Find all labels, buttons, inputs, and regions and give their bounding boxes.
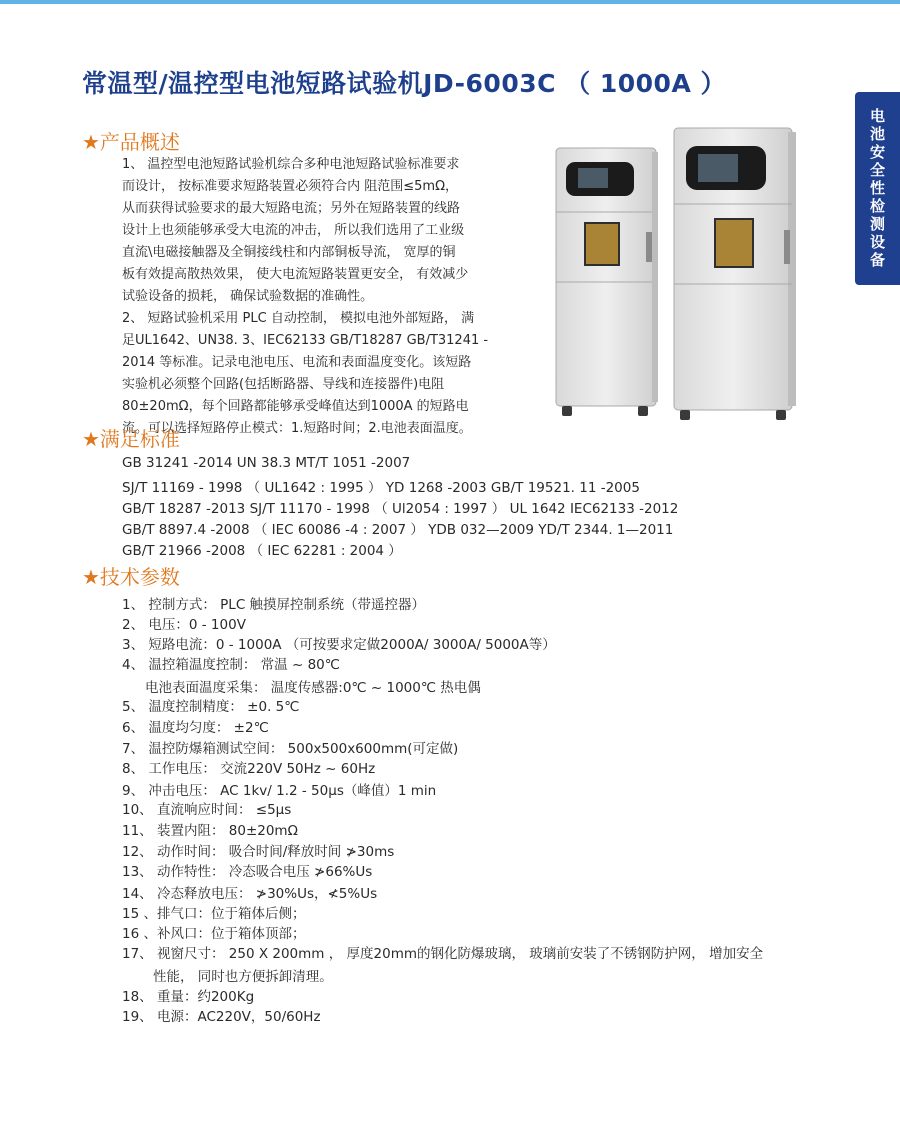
spec-line: 性能， 同时也方便拆卸清理。 [153,969,333,985]
page-title: 常温型/温控型电池短路试验机JD-6003C （ 1000A ） [82,69,726,98]
spec-line: 17、 视窗尺寸： 250 X 200mm ， 厚度20mm的钢化防爆玻璃， 玻璃前安装了不锈钢防护网， 增加安全 [122,946,764,962]
overview-line: 试验设备的损耗， 确保试验数据的准确性。 [122,289,374,304]
spec-line: 19、 电源：AC220V，50/60Hz [122,1009,321,1025]
standard-line: GB/T 8897.4 -2008 （ IEC 60086 -4 : 2007 ） YDB 032—2009 YD/T 2344. 1—2011 [122,522,674,538]
spec-line: 11、 装置内阻： 80±20mΩ [122,823,298,839]
spec-line: 电池表面温度采集： 温度传感器:0℃ ~ 1000℃ 热电偶 [145,680,481,696]
overview-line: 2、 短路试验机采用 PLC 自动控制， 模拟电池外部短路， 满 [122,311,475,326]
spec-line: 5、 温度控制精度： ±0. 5℃ [122,699,300,715]
overview-line: 而设计， 按标准要求短路装置必须符合内 阻范围≤5mΩ， [122,179,459,194]
spec-line: 12、 动作时间： 吸合时间/释放时间 ≯30ms [122,844,395,860]
overview-text [122,154,507,440]
spec-line: 6、 温度均匀度： ±2℃ [122,720,269,736]
spec-line: 1、 控制方式： PLC 触摸屏控制系统（带遥控器） [122,597,426,613]
section-heading-overview: ★产品概述 [82,130,180,154]
section-heading-standards: ★满足标准 [82,427,180,451]
spec-line: 10、 直流响应时间： ≤5μs [122,802,292,818]
overview-line: 从而获得试验要求的最大短路电流；另外在短路装置的线路 [122,201,461,216]
spec-line: 15 、排气口：位于箱体后侧； [122,906,306,922]
side-category-tab [855,92,900,285]
spec-line: 14、 冷态释放电压： ≯30%Us，≮5%Us [122,886,378,902]
overview-line: 2014 等标准。记录电池电压、电流和表面温度变化。该短路 [122,355,472,370]
standard-line: GB/T 18287 -2013 SJ/T 11170 - 1998 （ Ul2054 : 1997 ） UL 1642 IEC62133 -2012 [122,501,679,517]
standard-line: GB/T 21966 -2008 （ IEC 62281 : 2004 ） [122,543,402,559]
overview-line: 直流\电磁接触器及全铜接线柱和内部铜板导流， 宽厚的铜 [122,245,456,260]
spec-line: 18、 重量：约200Kg [122,989,255,1005]
overview-line: 板有效提高散热效果， 使大电流短路装置更安全， 有效减少 [122,267,469,282]
standard-line: SJ/T 11169 - 1998 （ UL1642 : 1995 ） YD 1268 -2003 GB/T 19521. 11 -2005 [122,480,640,496]
section-heading-specs: ★技术参数 [82,565,180,589]
top-accent-bar [0,0,900,4]
spec-line: 9、 冲击电压： AC 1kv/ 1.2 - 50μs（峰值）1 min [122,783,437,799]
cabinet-left [556,148,658,416]
side-category-label: 电池安全性检测设备 [868,107,886,270]
overview-line: 设计上也须能够承受大电流的冲击， 所以我们选用了工业级 [122,223,465,238]
spec-line: 7、 温控防爆箱测试空间： 500x500x600mm(可定做) [122,741,459,757]
standard-line: GB 31241 -2014 UN 38.3 MT/T 1051 -2007 [122,455,411,471]
overview-line: 1、 温控型电池短路试验机综合多种电池短路试验标准要求 [122,157,460,172]
spec-line: 3、 短路电流：0 - 1000A （可按要求定做2000A/ 3000A/ 5000A等） [122,637,556,653]
overview-line: 足UL1642、UN38. 3、IEC62133 GB/T18287 GB/T31241 - [122,333,489,348]
spec-line: 4、 温控箱温度控制： 常温 ~ 80℃ [122,657,340,673]
spec-line: 16 、补风口：位于箱体顶部； [122,926,306,942]
spec-line: 8、 工作电压： 交流220V 50Hz ~ 60Hz [122,761,376,777]
overview-line: 实验机必须整个回路(包括断路器、导线和连接器件)电阻 [122,377,445,392]
battery-tester-machines-image [548,122,810,422]
spec-line: 13、 动作特性： 冷态吸合电压 ≯66%Us [122,864,373,880]
overview-line: 流。可以选择短路停止模式：1.短路时间；2.电池表面温度。 [122,421,472,436]
cabinet-right [674,128,796,420]
overview-line: 80±20mΩ，每个回路都能够承受峰值达到1000A 的短路电 [122,399,469,414]
spec-line: 2、 电压：0 - 100V [122,617,246,633]
